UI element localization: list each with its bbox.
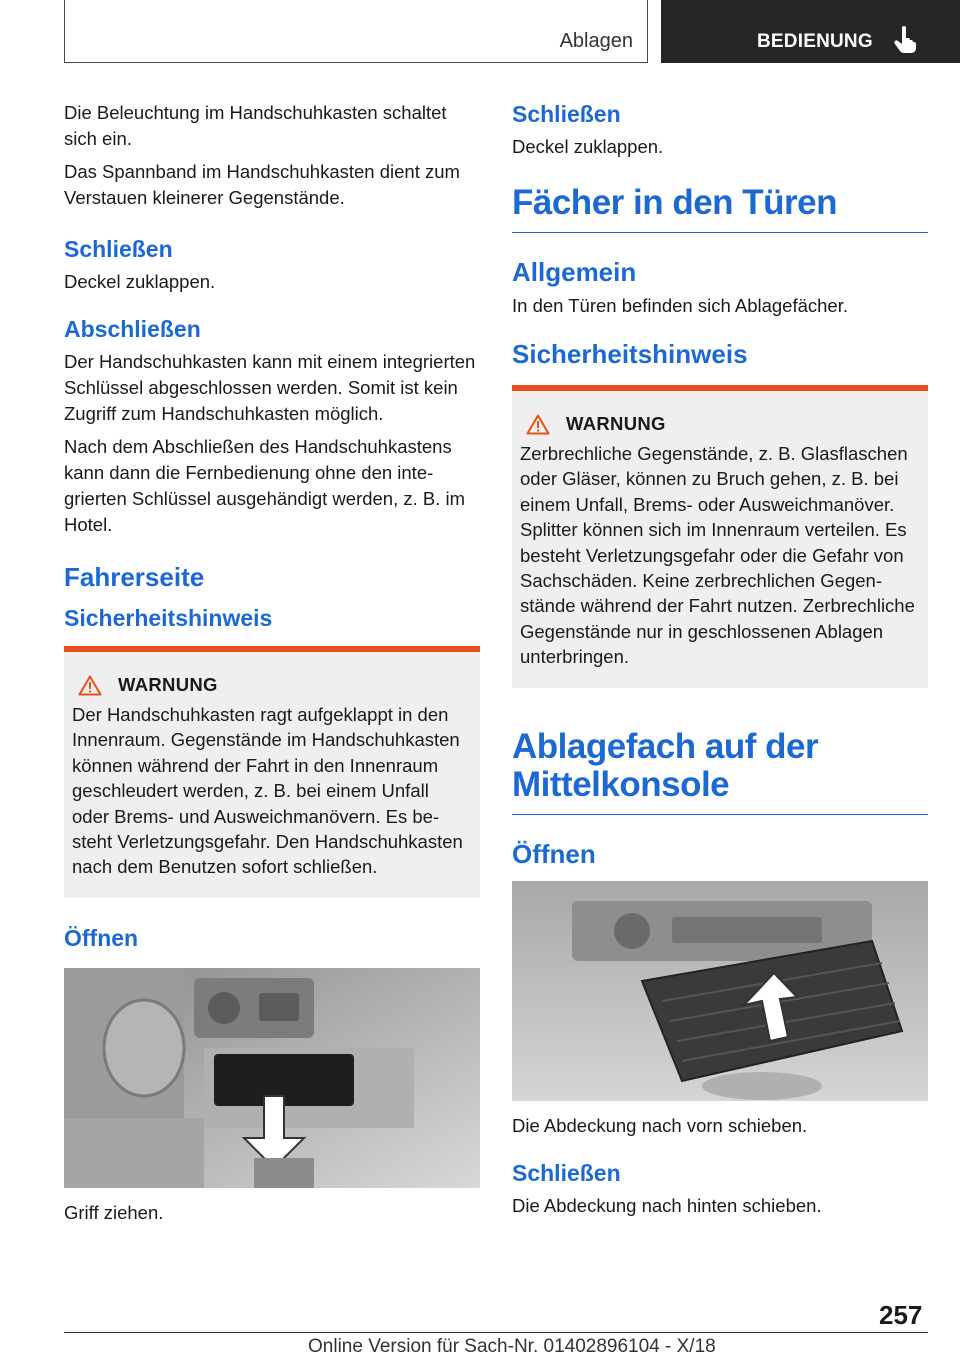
warning-box-right (512, 385, 928, 688)
warning-triangle-icon (78, 675, 102, 696)
heading-driver-side: Fahrerseite (64, 562, 205, 592)
footer-divider (64, 1332, 928, 1333)
warning-title (526, 413, 918, 435)
paragraph-close-right: Deckel zuklappen. (512, 136, 664, 157)
warning-box-left (64, 646, 480, 898)
left-column (64, 100, 480, 1233)
heading-open-left: Öffnen (64, 924, 139, 951)
warning-label: WARNUNG (118, 674, 218, 695)
paragraph-slide-back: Die Abdeckung nach hinten schieben. (512, 1194, 822, 1216)
pointing-hand-icon (893, 26, 919, 54)
heading-close: Schließen (64, 236, 173, 262)
caption-slide-forward: Die Abdeckung nach vorn schieben. (512, 1114, 808, 1136)
paragraph-lock-1: Der Handschuhkasten kann mit einem integrierten Schlüssel abgeschlossen werden. Somit ist kein Zugriff zum Handschuhkasten möglich. (64, 351, 476, 424)
heading-door-compartments: Fächer in den Türen (512, 184, 928, 233)
heading-safety-left: Sicherheitshinweis (64, 605, 273, 631)
right-column (512, 100, 928, 1226)
photo-console-cover (512, 881, 928, 1101)
section-title: Ablagen (559, 30, 633, 52)
heading-center-console: Ablagefach auf der Mittelkonsole (512, 728, 928, 815)
paragraph-lock-2: Nach dem Abschließen des Handschuhkastens kann dann die Fernbedienung ohne den integrierten Schlüssel ausgehändigt werden, z. B. im Hotel. (64, 436, 466, 535)
paragraph-lighting: Die Beleuchtung im Handschuhkasten schaltet sich ein. (64, 102, 447, 149)
heading-close-console: Schließen (512, 1159, 621, 1186)
caption-pull-handle: Griff ziehen. (64, 1201, 164, 1223)
warning-text: Der Handschuhkasten ragt aufgeklappt in den Innenraum. Gegenstände im Handschuhkasten können während der Fahrt in den Innenraum geschleudert werden, z. B. bei einem Unfall oder Brems- und Ausweichmanövern. Es besteht Verletzungsgefahr. Den Handschuhkasten nach dem Benutzen sofort schließen. (72, 704, 463, 878)
heading-close-right: Schließen (512, 101, 621, 127)
running-header-section (64, 0, 648, 63)
paragraph-strap: Das Spannband im Handschuhkasten dient zum Verstauen kleinerer Gegenstände. (64, 161, 460, 208)
heading-safety-right: Sicherheitshinweis (512, 339, 748, 369)
photo-glovebox-open (64, 968, 480, 1188)
paragraph-general: In den Türen befinden sich Ablagefächer. (512, 295, 848, 316)
page-number: 257 (879, 1300, 923, 1330)
chapter-title: BEDIENUNG (757, 31, 873, 52)
warning-triangle-icon (526, 414, 550, 435)
warning-text: Zerbrechliche Gegenstände, z. B. Glasflaschen oder Gläser, können zu Bruch gehen, z. B. bei einem Unfall, Brems- oder Ausweichmanöver. Splitter können sich im Innenraum verteilen. Es besteht Verletzungsgefahr oder die Gefahr von Sachschäden. Keine zerbrechlichen Gegenstände während der Fahrt nutzen. Zerbrechliche Gegenstände nur in geschlossenen Ablagen unterbringen. (520, 443, 915, 668)
heading-lock: Abschließen (64, 316, 201, 342)
heading-general: Allgemein (512, 257, 637, 287)
warning-label: WARNUNG (566, 413, 666, 434)
paragraph-close: Deckel zuklappen. (64, 271, 216, 292)
footer-online-version: Online Version für Sach-Nr. 01402896104 - X/18 (308, 1336, 716, 1357)
warning-title (78, 674, 470, 696)
heading-open-right: Öffnen (512, 838, 596, 869)
